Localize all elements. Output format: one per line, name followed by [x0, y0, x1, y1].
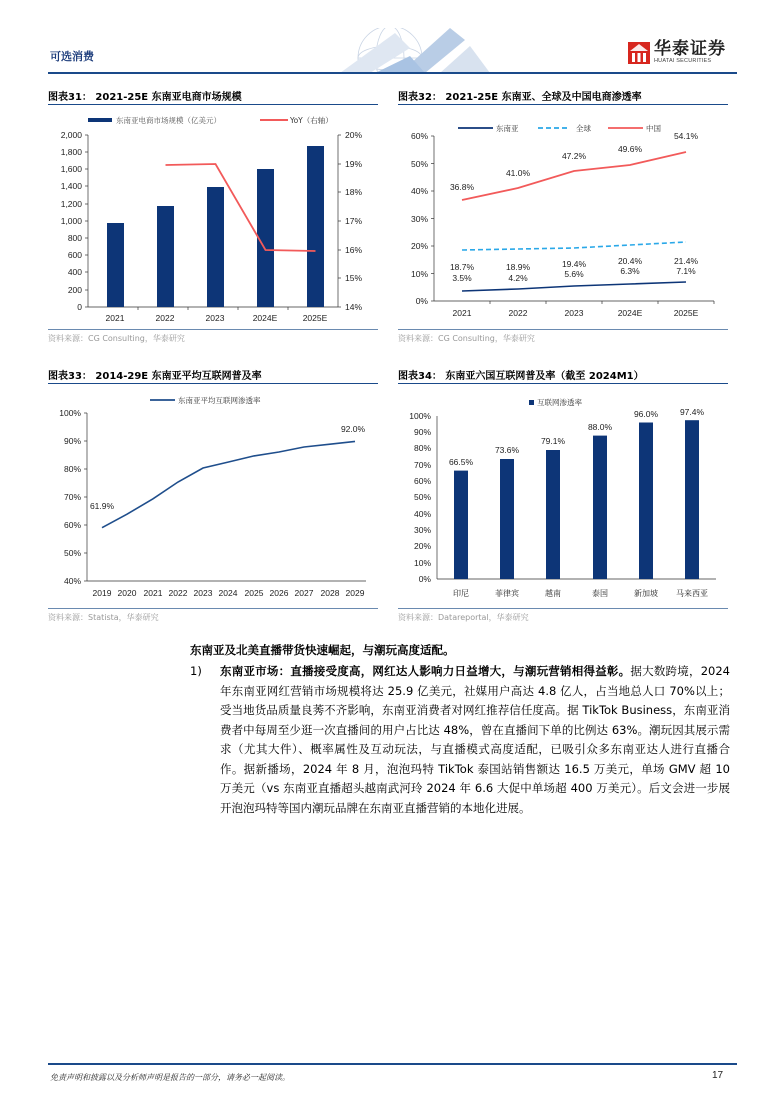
svg-text:0%: 0%	[418, 574, 431, 584]
svg-text:2024E: 2024E	[252, 313, 278, 323]
svg-text:7.1%: 7.1%	[676, 266, 696, 276]
svg-text:80%: 80%	[63, 464, 81, 474]
y-axis-labels	[59, 408, 81, 586]
svg-text:60%: 60%	[413, 476, 431, 486]
figure-title: 图表33： 2014-29E 东南亚平均互联网普及率	[48, 371, 262, 382]
svg-text:0%: 0%	[415, 296, 428, 306]
svg-text:100%: 100%	[409, 411, 431, 421]
svg-text:400: 400	[67, 267, 82, 277]
end-value-label: 92.0%	[340, 424, 366, 434]
section-name: 可选消费	[50, 50, 94, 63]
figure-bottom-divider	[398, 608, 728, 609]
svg-text:73.6%: 73.6%	[494, 445, 520, 455]
svg-text:40%: 40%	[413, 509, 431, 519]
svg-text:18%: 18%	[345, 187, 363, 197]
body-text	[190, 640, 730, 818]
svg-text:3.5%: 3.5%	[452, 273, 472, 283]
x-axis-labels	[453, 308, 699, 318]
svg-text:19.4%: 19.4%	[561, 259, 587, 269]
svg-text:2022: 2022	[508, 308, 528, 318]
logo-text-cn: 华泰证券	[654, 39, 726, 59]
svg-text:2025E: 2025E	[673, 308, 699, 318]
title-divider	[398, 383, 728, 384]
bar-series	[107, 146, 324, 307]
legend-global: 全球	[576, 124, 591, 133]
svg-text:2022: 2022	[168, 588, 188, 598]
svg-text:50%: 50%	[413, 492, 431, 502]
svg-text:2028: 2028	[320, 588, 340, 598]
penetration-rate-chart	[398, 106, 728, 331]
globe-decoration-icon	[300, 28, 500, 73]
legend-label: 互联网渗透率	[537, 398, 582, 407]
svg-text:50%: 50%	[63, 548, 81, 558]
sea-line	[462, 282, 686, 291]
huatai-logo-icon	[628, 42, 650, 64]
page-number: 17	[712, 1070, 724, 1081]
svg-text:47.2%: 47.2%	[561, 151, 587, 161]
huatai-logo	[628, 40, 726, 65]
svg-text:2023: 2023	[564, 308, 584, 318]
svg-text:17%: 17%	[345, 216, 363, 226]
page-header	[0, 0, 775, 70]
svg-text:1,000: 1,000	[60, 216, 82, 226]
legend-label: 东南亚平均互联网渗透率	[178, 396, 261, 405]
svg-text:16%: 16%	[345, 245, 363, 255]
market-size-chart	[48, 106, 378, 331]
svg-text:49.6%: 49.6%	[617, 144, 643, 154]
svg-text:2020: 2020	[117, 588, 137, 598]
svg-text:600: 600	[67, 250, 82, 260]
svg-text:6.3%: 6.3%	[620, 266, 640, 276]
svg-text:50%: 50%	[410, 159, 428, 169]
svg-text:2024: 2024	[218, 588, 238, 598]
figure-title: 图表34： 东南亚六国互联网普及率（截至 2024M1）	[398, 371, 644, 382]
list-number: 1)	[190, 664, 202, 678]
internet-penetration-trend-chart	[48, 385, 378, 607]
data-labels	[450, 131, 699, 283]
svg-text:10%: 10%	[413, 558, 431, 568]
x-axis-labels	[453, 588, 708, 598]
svg-text:90%: 90%	[63, 436, 81, 446]
figure-33	[48, 367, 378, 627]
svg-text:2029: 2029	[345, 588, 365, 598]
svg-text:1,600: 1,600	[60, 164, 82, 174]
svg-text:79.1%: 79.1%	[540, 436, 566, 446]
global-line	[462, 242, 686, 250]
svg-text:41.0%: 41.0%	[505, 168, 531, 178]
bar-series	[454, 420, 699, 579]
svg-text:97.4%: 97.4%	[679, 407, 705, 417]
figure-source: 资料来源：CG Consulting，华泰研究	[48, 334, 185, 343]
svg-text:21.4%: 21.4%	[673, 256, 699, 266]
svg-text:2021: 2021	[452, 308, 472, 318]
svg-text:90%: 90%	[413, 427, 431, 437]
svg-text:2023: 2023	[205, 313, 225, 323]
svg-text:2024E: 2024E	[617, 308, 643, 318]
figure-title: 图表31： 2021-25E 东南亚电商市场规模	[48, 92, 242, 103]
svg-text:2,000: 2,000	[60, 130, 82, 140]
section-heading: 东南亚及北美直播带货快速崛起，与潮玩高度适配。	[190, 643, 455, 657]
svg-text:18.9%: 18.9%	[505, 262, 531, 272]
svg-text:1,200: 1,200	[60, 199, 82, 209]
svg-text:15%: 15%	[345, 273, 363, 283]
svg-text:2019: 2019	[92, 588, 112, 598]
list-item	[190, 662, 730, 818]
svg-text:20.4%: 20.4%	[617, 256, 643, 266]
svg-text:30%: 30%	[413, 525, 431, 535]
svg-text:泰国: 泰国	[592, 589, 608, 598]
svg-text:88.0%: 88.0%	[587, 422, 613, 432]
svg-text:2027: 2027	[294, 588, 314, 598]
svg-text:18.7%: 18.7%	[449, 262, 475, 272]
figure-bottom-divider	[48, 329, 378, 330]
svg-text:60%: 60%	[63, 520, 81, 530]
svg-text:2023: 2023	[193, 588, 213, 598]
yoy-line	[166, 164, 316, 251]
country-penetration-chart	[398, 385, 728, 607]
svg-text:40%: 40%	[410, 186, 428, 196]
y-axis-labels	[411, 131, 428, 306]
svg-text:10%: 10%	[410, 269, 428, 279]
x-axis-labels	[93, 588, 365, 598]
figure-bottom-divider	[48, 608, 378, 609]
figure-31	[48, 88, 378, 348]
figure-32	[398, 88, 728, 348]
svg-text:0: 0	[77, 302, 82, 312]
svg-text:14%: 14%	[345, 302, 363, 312]
figure-source: 资料来源：Datareportal，华泰研究	[398, 613, 529, 622]
disclaimer-note: 免责声明和披露以及分析师声明是报告的一部分，请务必一起阅读。	[50, 1073, 290, 1082]
svg-text:1,800: 1,800	[60, 147, 82, 157]
svg-text:越南: 越南	[545, 589, 561, 598]
svg-text:2022: 2022	[155, 313, 175, 323]
legend-bar-label: 东南亚电商市场规模（亿美元）	[116, 116, 221, 125]
figure-bottom-divider	[398, 329, 728, 330]
list-lead: 东南亚市场：直播接受度高，网红达人影响力日益增大，与潮玩营销相得益彰。	[220, 664, 631, 678]
svg-text:马来西亚: 马来西亚	[676, 589, 708, 598]
legend-bar-swatch	[88, 118, 112, 122]
figure-source: 资料来源：CG Consulting，华泰研究	[398, 334, 535, 343]
svg-text:30%: 30%	[410, 214, 428, 224]
svg-text:66.5%: 66.5%	[448, 457, 474, 467]
svg-text:60%: 60%	[410, 131, 428, 141]
logo-text-en: HUATAI SECURITIES	[654, 58, 712, 64]
svg-text:4.2%: 4.2%	[508, 273, 528, 283]
legend-line-label: YoY（右轴）	[290, 116, 333, 125]
svg-text:36.8%: 36.8%	[449, 182, 475, 192]
footer-divider	[48, 1063, 737, 1065]
svg-text:20%: 20%	[413, 541, 431, 551]
svg-text:40%: 40%	[63, 576, 81, 586]
figure-source: 资料来源：Statista，华泰研究	[48, 613, 159, 622]
svg-text:5.6%: 5.6%	[564, 269, 584, 279]
penetration-line	[102, 441, 355, 527]
title-divider	[398, 104, 728, 105]
svg-text:新加坡: 新加坡	[634, 589, 658, 598]
legend-china: 中国	[646, 124, 661, 133]
svg-text:2026: 2026	[269, 588, 289, 598]
svg-text:54.1%: 54.1%	[673, 131, 699, 141]
x-axis-labels	[106, 313, 328, 323]
figure-34	[398, 367, 728, 627]
data-labels	[449, 407, 705, 467]
svg-text:80%: 80%	[413, 443, 431, 453]
list-text: 据大数跨境，2024 年东南亚网红营销市场规模将达 25.9 亿美元，社媒用户高达 4.8 亿人，占当地总人口 70%以上；受当地货品质量良莠不齐影响，东南亚消费者对网红推荐信任度高。据 TikTok Business，东南亚消费者中每周至少逛一次直播间的用户占比达 48%，曾在直播间下单的比例达 63%。潮玩因其展示需求（尤其大件）、概率属性及互动玩法，与直播模式高度适配，已吸引众多东南亚达人进行直播合作。据新播场，2024 年 8 月，泡泡玛特 TikTok 泰国站销售额达 16.5 万美元，单场 GMV 超 10 万美元（vs 东南亚直播超头越南武河玲 2024 年 6.6 大促中单场超 400 万美元）。后文会进一步展开泡泡玛特等国内潮玩品牌在东南亚直播营销的本地化进展。	[220, 664, 730, 815]
start-value-label: 61.9%	[89, 501, 115, 511]
svg-text:2025E: 2025E	[302, 313, 328, 323]
svg-text:100%: 100%	[59, 408, 81, 418]
title-divider	[48, 104, 378, 105]
svg-text:20%: 20%	[410, 241, 428, 251]
svg-text:2021: 2021	[143, 588, 163, 598]
title-divider	[48, 383, 378, 384]
y-axis-labels	[409, 411, 431, 584]
svg-text:96.0%: 96.0%	[633, 409, 659, 419]
svg-text:19%: 19%	[345, 159, 363, 169]
svg-text:印尼: 印尼	[453, 589, 469, 598]
svg-text:2025: 2025	[244, 588, 264, 598]
svg-text:200: 200	[67, 285, 82, 295]
svg-text:70%: 70%	[63, 492, 81, 502]
svg-text:70%: 70%	[413, 460, 431, 470]
svg-text:20%: 20%	[345, 130, 363, 140]
figure-title: 图表32： 2021-25E 东南亚、全球及中国电商渗透率	[398, 92, 642, 103]
svg-text:菲律宾: 菲律宾	[495, 589, 519, 598]
header-divider	[48, 72, 737, 74]
right-axis-labels	[345, 130, 362, 312]
svg-text:2021: 2021	[105, 313, 125, 323]
left-axis-labels	[61, 130, 83, 312]
svg-text:800: 800	[67, 233, 82, 243]
legend-sea: 东南亚	[496, 124, 519, 133]
svg-text:1,400: 1,400	[60, 181, 82, 191]
